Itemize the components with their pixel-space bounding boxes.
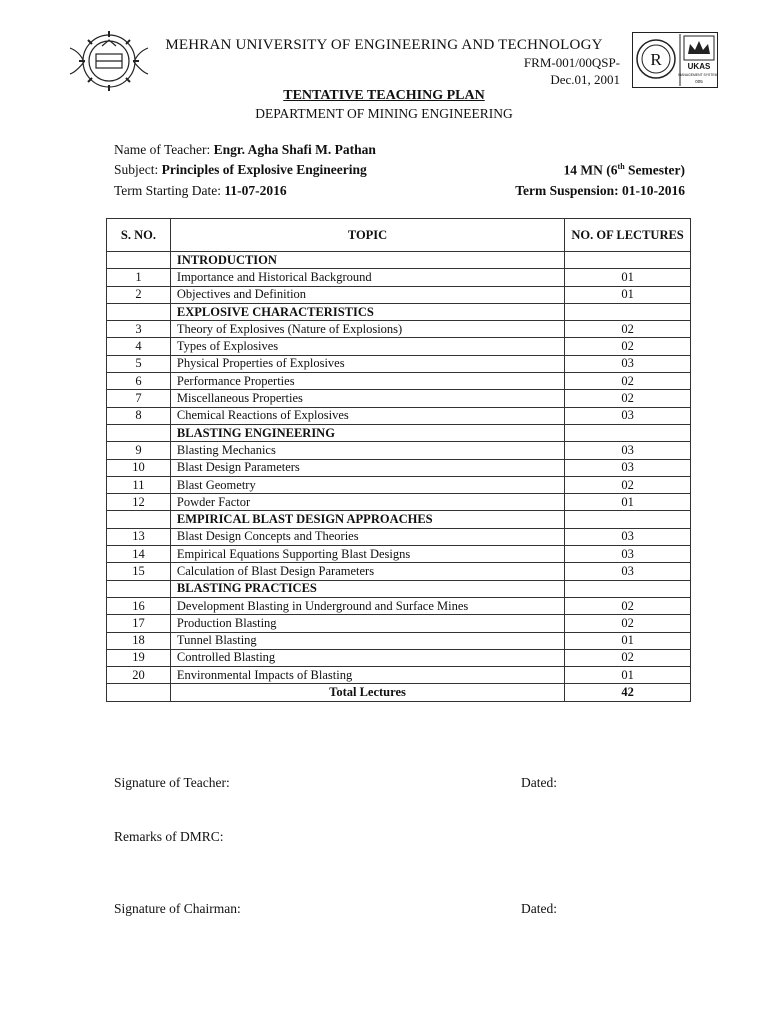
cell-sno xyxy=(107,580,171,597)
table-row xyxy=(107,632,691,649)
total-value: 42 xyxy=(565,684,691,701)
cell-lectures: 01 xyxy=(565,667,691,684)
table-row xyxy=(107,355,691,372)
cell-topic: Chemical Reactions of Explosives xyxy=(170,407,564,424)
table-row xyxy=(107,390,691,407)
cell-topic: Importance and Historical Background xyxy=(170,269,564,286)
cell-sno: 2 xyxy=(107,286,171,303)
cell-lectures xyxy=(565,580,691,597)
cell-sno: 8 xyxy=(107,407,171,424)
cell-topic: Blast Design Concepts and Theories xyxy=(170,528,564,545)
cell-sno: 18 xyxy=(107,632,171,649)
table-row xyxy=(107,615,691,632)
cell-section-title: INTRODUCTION xyxy=(170,252,564,269)
cell-topic: Performance Properties xyxy=(170,373,564,390)
cell-topic: Blast Design Parameters xyxy=(170,459,564,476)
cell-topic: Calculation of Blast Design Parameters xyxy=(170,563,564,580)
form-date: Dec.01, 2001 xyxy=(550,72,620,87)
table-row xyxy=(107,442,691,459)
cell-sno xyxy=(107,252,171,269)
cell-topic: Empirical Equations Supporting Blast Designs xyxy=(170,546,564,563)
cell-lectures: 02 xyxy=(565,390,691,407)
subject-value: Principles of Explosive Engineering xyxy=(161,162,367,177)
section-row xyxy=(107,252,691,269)
cell-topic: Production Blasting xyxy=(170,615,564,632)
cell-topic: Blast Geometry xyxy=(170,476,564,493)
table-row xyxy=(107,546,691,563)
cell-lectures: 03 xyxy=(565,459,691,476)
table-row xyxy=(107,269,691,286)
cell-topic: Miscellaneous Properties xyxy=(170,390,564,407)
subject-line xyxy=(114,162,367,178)
cell-sno: 10 xyxy=(107,459,171,476)
cell-lectures xyxy=(565,252,691,269)
cell-sno: 19 xyxy=(107,649,171,666)
cell-lectures: 02 xyxy=(565,373,691,390)
cell-lectures: 03 xyxy=(565,563,691,580)
cell-sno: 13 xyxy=(107,528,171,545)
table-row xyxy=(107,528,691,545)
department-name: DEPARTMENT OF MINING ENGINEERING xyxy=(255,106,513,121)
signature-chairman: Signature of Chairman: xyxy=(114,901,241,916)
cell-lectures: 03 xyxy=(565,528,691,545)
teacher-value: Engr. Agha Shafi M. Pathan xyxy=(213,142,376,157)
cell-sno xyxy=(107,511,171,528)
table-row xyxy=(107,286,691,303)
table-row xyxy=(107,597,691,614)
cell-lectures: 03 xyxy=(565,407,691,424)
university-name: MEHRAN UNIVERSITY OF ENGINEERING AND TECHNOLOGY xyxy=(165,37,603,53)
header-topic: TOPIC xyxy=(170,219,564,252)
teaching-plan-table xyxy=(106,218,691,702)
start-date-line xyxy=(114,183,287,199)
cell-sno: 12 xyxy=(107,494,171,511)
cell-topic: Types of Explosives xyxy=(170,338,564,355)
section-row xyxy=(107,424,691,441)
cell-lectures: 01 xyxy=(565,632,691,649)
cell-topic: Powder Factor xyxy=(170,494,564,511)
start-date-value: 11-07-2016 xyxy=(224,183,287,198)
cell-topic: Development Blasting in Underground and Surface Mines xyxy=(170,597,564,614)
form-reference xyxy=(524,54,620,88)
cell-sno: 6 xyxy=(107,373,171,390)
cell-topic: Controlled Blasting xyxy=(170,649,564,666)
term-suspension: Term Suspension: 01-10-2016 xyxy=(515,183,685,198)
cell-sno: 16 xyxy=(107,597,171,614)
dated-chairman: Dated: xyxy=(521,901,557,916)
header-sno: S. NO. xyxy=(107,219,171,252)
table-row xyxy=(107,476,691,493)
cell-topic: Environmental Impacts of Blasting xyxy=(170,667,564,684)
cell-lectures: 02 xyxy=(565,649,691,666)
cell-lectures: 01 xyxy=(565,269,691,286)
form-code: FRM-001/00QSP- xyxy=(523,55,620,70)
cell-sno: 14 xyxy=(107,546,171,563)
table-row xyxy=(107,494,691,511)
svg-text:R: R xyxy=(650,50,662,69)
header-lectures: NO. OF LECTURES xyxy=(565,219,691,252)
start-date-label: Term Starting Date: xyxy=(114,183,222,198)
cell-topic: Objectives and Definition xyxy=(170,286,564,303)
signature-teacher: Signature of Teacher: xyxy=(114,775,230,790)
cell-lectures: 02 xyxy=(565,338,691,355)
table-row xyxy=(107,459,691,476)
table-row xyxy=(107,373,691,390)
plan-title: TENTATIVE TEACHING PLAN xyxy=(283,88,485,103)
cell-lectures: 03 xyxy=(565,355,691,372)
class-semester: 14 MN (6th Semester) xyxy=(563,162,685,178)
cell-section-title: BLASTING ENGINEERING xyxy=(170,424,564,441)
cell-lectures: 03 xyxy=(565,546,691,563)
cell-lectures xyxy=(565,303,691,320)
table-row xyxy=(107,338,691,355)
cell-sno: 4 xyxy=(107,338,171,355)
table-row xyxy=(107,667,691,684)
svg-text:005: 005 xyxy=(695,79,703,84)
cell-lectures xyxy=(565,511,691,528)
cell-topic: Physical Properties of Explosives xyxy=(170,355,564,372)
section-row xyxy=(107,511,691,528)
total-empty xyxy=(107,684,171,701)
table-row xyxy=(107,563,691,580)
section-row xyxy=(107,303,691,320)
cell-topic: Blasting Mechanics xyxy=(170,442,564,459)
table-row xyxy=(107,321,691,338)
cell-sno: 20 xyxy=(107,667,171,684)
cell-sno: 9 xyxy=(107,442,171,459)
cell-section-title: EXPLOSIVE CHARACTERISTICS xyxy=(170,303,564,320)
cell-sno: 1 xyxy=(107,269,171,286)
cell-sno: 3 xyxy=(107,321,171,338)
table-row xyxy=(107,649,691,666)
cell-sno: 11 xyxy=(107,476,171,493)
cell-lectures: 02 xyxy=(565,476,691,493)
svg-text:UKAS: UKAS xyxy=(687,62,711,71)
cell-lectures: 02 xyxy=(565,615,691,632)
cell-sno: 17 xyxy=(107,615,171,632)
remarks-dmrc: Remarks of DMRC: xyxy=(114,829,224,844)
section-row xyxy=(107,580,691,597)
teacher-label: Name of Teacher: xyxy=(114,142,211,157)
cell-sno: 7 xyxy=(107,390,171,407)
total-label: Total Lectures xyxy=(170,684,564,701)
table-row xyxy=(107,407,691,424)
svg-text:MANAGEMENT SYSTEMS: MANAGEMENT SYSTEMS xyxy=(678,73,718,77)
cell-lectures: 03 xyxy=(565,442,691,459)
cell-lectures: 02 xyxy=(565,321,691,338)
cell-lectures xyxy=(565,424,691,441)
cell-lectures: 01 xyxy=(565,494,691,511)
subject-label: Subject: xyxy=(114,162,159,177)
cell-lectures: 01 xyxy=(565,286,691,303)
dated-teacher: Dated: xyxy=(521,775,557,790)
cell-sno: 5 xyxy=(107,355,171,372)
cell-section-title: BLASTING PRACTICES xyxy=(170,580,564,597)
cell-topic: Tunnel Blasting xyxy=(170,632,564,649)
teacher-line xyxy=(114,142,376,158)
cell-lectures: 02 xyxy=(565,597,691,614)
total-row xyxy=(107,684,691,701)
cell-sno: 15 xyxy=(107,563,171,580)
cell-sno xyxy=(107,424,171,441)
table-header-row xyxy=(107,219,691,252)
cell-topic: Theory of Explosives (Nature of Explosions) xyxy=(170,321,564,338)
cell-sno xyxy=(107,303,171,320)
cell-section-title: EMPIRICAL BLAST DESIGN APPROACHES xyxy=(170,511,564,528)
